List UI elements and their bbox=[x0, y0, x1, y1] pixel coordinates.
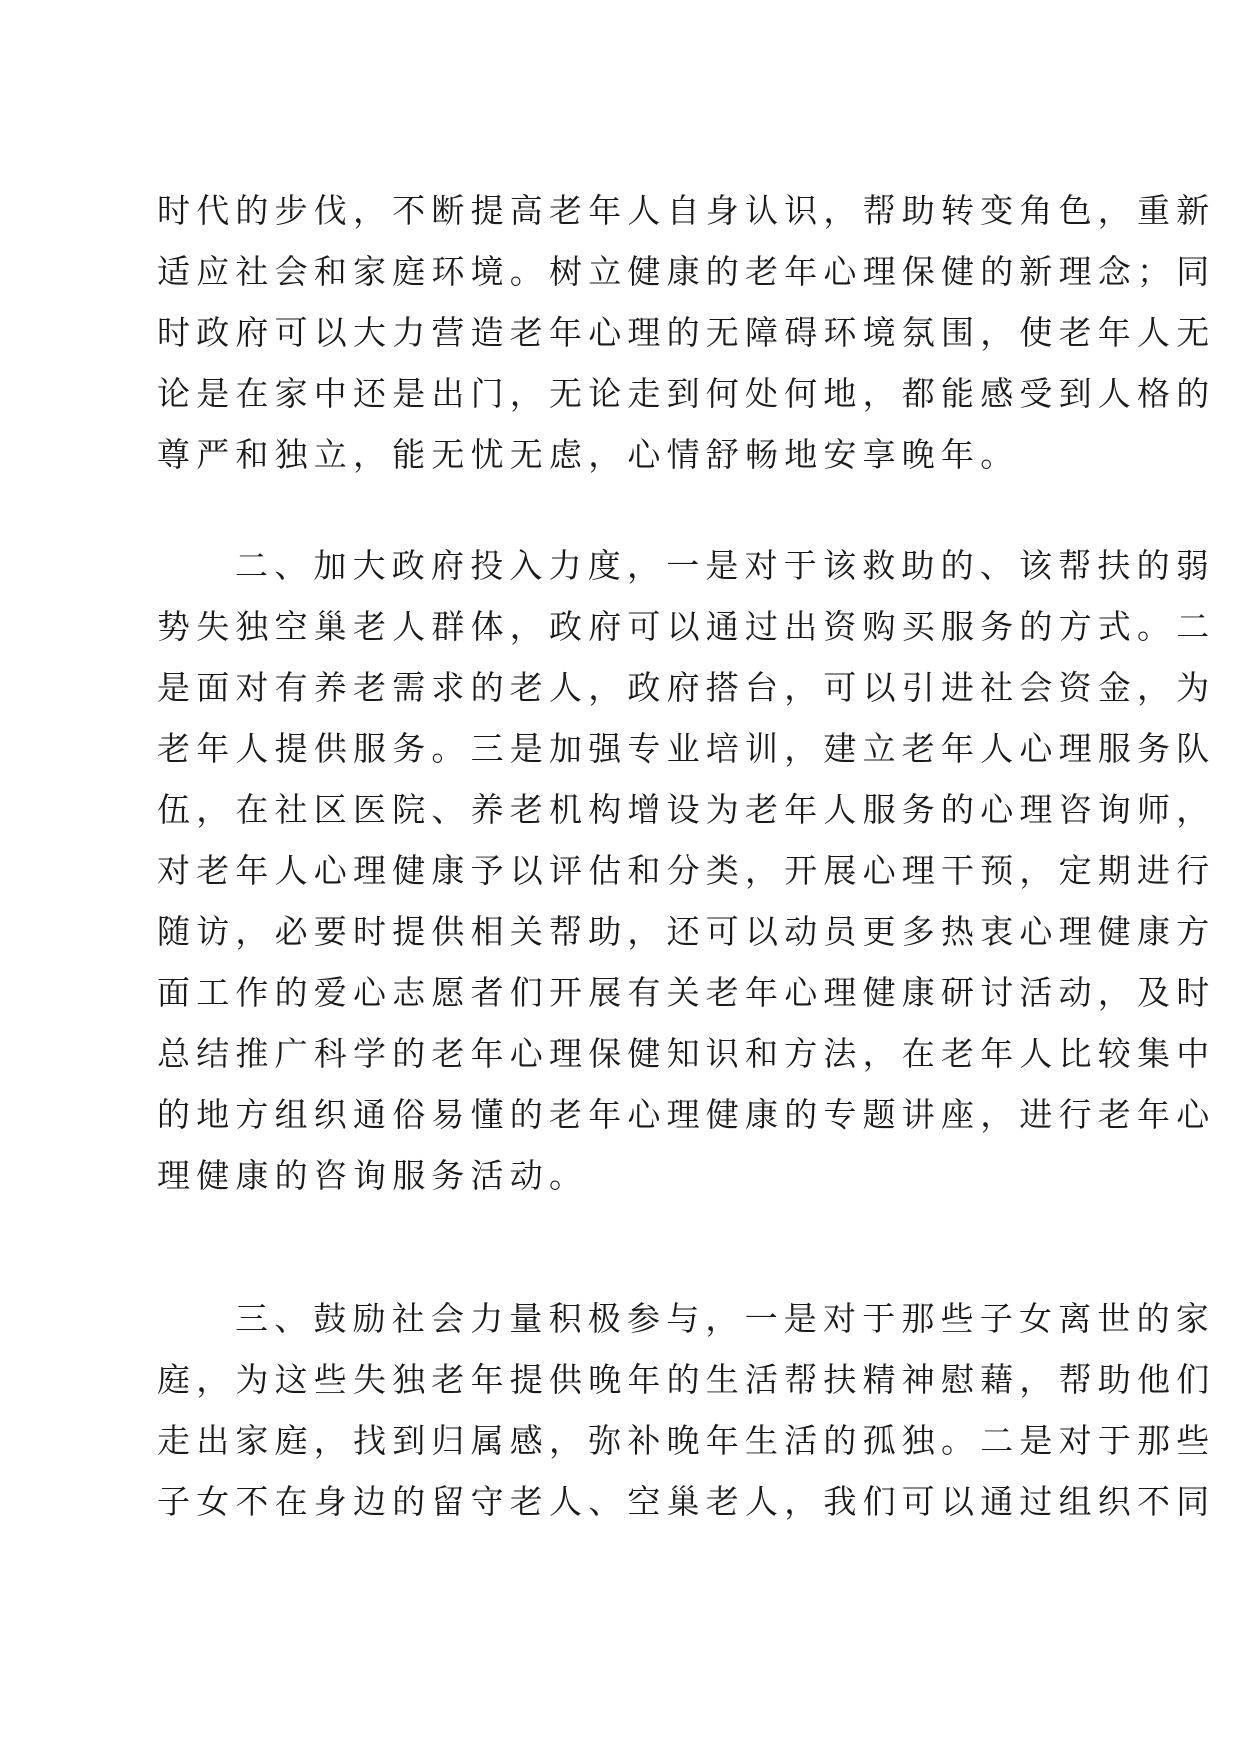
paragraph-line: 对老年人心理健康予以评估和分类，开展心理干预，定期进行 bbox=[157, 851, 1216, 890]
paragraph-line: 子女不在身边的留守老人、空巢老人，我们可以通过组织不同 bbox=[157, 1482, 1216, 1521]
paragraph-line: 理健康的咨询服务活动。 bbox=[157, 1156, 589, 1195]
paragraph-3 bbox=[157, 1288, 1216, 1532]
paragraph-line: 论是在家中还是出门，无论走到何处何地，都能感受到人格的 bbox=[157, 374, 1216, 413]
paragraph-1 bbox=[157, 180, 1216, 485]
paragraph-line: 三、鼓励社会力量积极参与，一是对于那些子女离世的家 bbox=[235, 1299, 1215, 1338]
paragraph-line: 适应社会和家庭环境。树立健康的老年心理保健的新理念；同 bbox=[157, 252, 1216, 291]
paragraph-line: 是面对有养老需求的老人，政府搭台，可以引进社会资金，为 bbox=[157, 668, 1216, 707]
paragraph-line: 总结推广科学的老年心理保健知识和方法，在老年人比较集中 bbox=[157, 1034, 1216, 1073]
paragraph-line: 面工作的爱心志愿者们开展有关老年心理健康研讨活动，及时 bbox=[157, 973, 1216, 1012]
paragraph-line: 势失独空巢老人群体，政府可以通过出资购买服务的方式。二 bbox=[157, 607, 1216, 646]
paragraph-line: 二、加大政府投入力度，一是对于该救助的、该帮扶的弱 bbox=[235, 546, 1215, 585]
paragraph-line: 庭，为这些失独老年提供晚年的生活帮扶精神慰藉，帮助他们 bbox=[157, 1360, 1216, 1399]
paragraph-line: 尊严和独立，能无忧无虑，心情舒畅地安享晚年。 bbox=[157, 435, 1020, 474]
paragraph-line: 时政府可以大力营造老年心理的无障碍环境氛围，使老年人无 bbox=[157, 313, 1216, 352]
paragraph-line: 伍，在社区医院、养老机构增设为老年人服务的心理咨询师， bbox=[157, 790, 1216, 829]
paragraph-line: 老年人提供服务。三是加强专业培训，建立老年人心理服务队 bbox=[157, 729, 1216, 768]
paragraph-2 bbox=[157, 535, 1216, 1206]
paragraph-line: 的地方组织通俗易懂的老年心理健康的专题讲座，进行老年心 bbox=[157, 1095, 1216, 1134]
paragraph-line: 时代的步伐，不断提高老年人自身认识，帮助转变角色，重新 bbox=[157, 191, 1216, 230]
paragraph-line: 走出家庭，找到归属感，弥补晚年生活的孤独。二是对于那些 bbox=[157, 1421, 1216, 1460]
paragraph-line: 随访，必要时提供相关帮助，还可以动员更多热衷心理健康方 bbox=[157, 912, 1216, 951]
